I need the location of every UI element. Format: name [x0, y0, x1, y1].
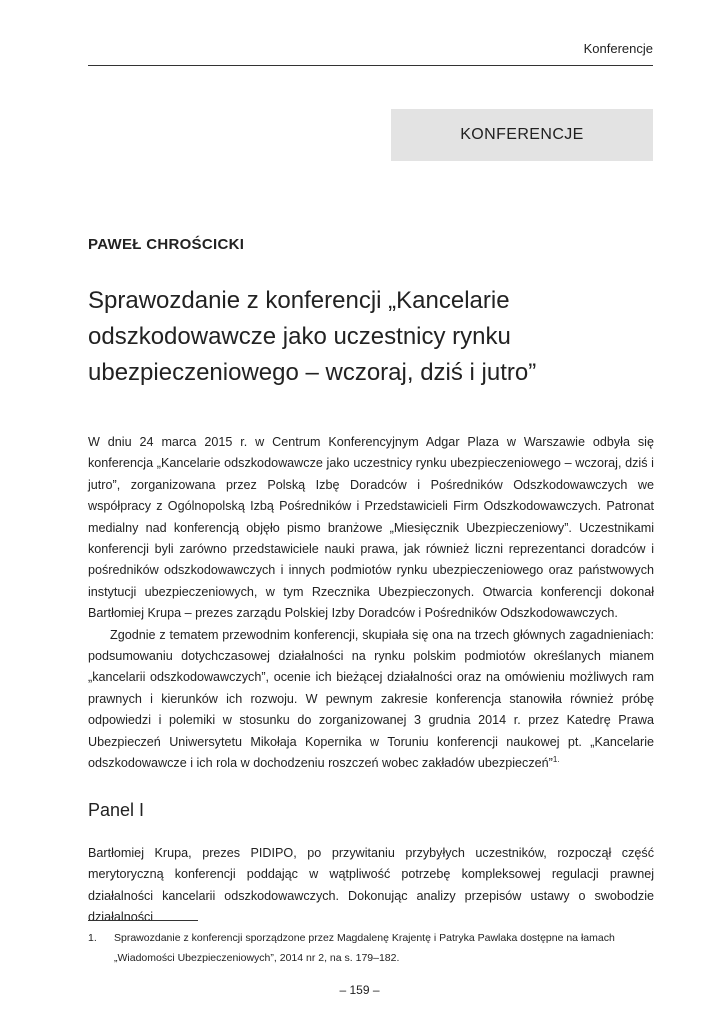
footnote-text: Sprawozdanie z konferencji sporządzone przez Magdalenę Krajentę i Patryka Pawlaka dostępne na łamach „Wiadomości Ubezpieczeniowych”, 2014 nr 2, na s. 179–182.	[114, 932, 615, 964]
body-paragraph: W dniu 24 marca 2015 r. w Centrum Konferencyjnym Adgar Plaza w Warszawie odbyła się konferencja „Kancelarie odszkodowawcze jako uczestnicy rynku ubezpieczeniowego – wczoraj, dziś i jutro”, zorganizowana przez Polską Izbę Doradców i Pośredników Odszkodowawczych we współpracy z Ogólnopolską Izbą Pośredników i Przedstawicieli Firm Odszkodowawczych. Patronat medialny nad konferencją objęło pismo branżowe „Miesięcznik Ubezpieczeniowy”. Uczestnikami konferencji byli zarówno przedstawiciele nauki prawa, jak również liczni reprezentanci doradców i pośredników odszkodowawczych i innych podmiotów rynku ubezpieczeniowego oraz państwowych instytucji ubezpieczeniowych, w tym Rzecznika Ubezpieczonych. Otwarcia konferencji dokonał Bartłomiej Krupa – prezes zarządu Polskiej Izby Doradców i Pośredników Odszkodowawczych.	[88, 435, 654, 621]
body-paragraph	[88, 625, 654, 775]
footnote	[88, 928, 654, 968]
footnote-marker[interactable]: 1.	[552, 754, 560, 764]
section-heading-panel-1: Panel I	[88, 800, 145, 820]
footnote-rule	[88, 920, 198, 921]
body-paragraph-text: Zgodnie z tematem przewodnim konferencji, skupiała się ona na trzech głównych zagadnieniach: podsumowaniu dotychczasowej działalności na rynku polskim podmiotów określanych mianem „kancelarii odszkodowawczych”, ocenie ich bieżącej działalności oraz na omówieniu możliwych ram prawnych i kierunków ich rozwoju. W pewnym zakresie konferencja stanowiła również próbę odpowiedzi i polemiki w stosunku do zorganizowanej 3 grudnia 2014 r. przez Katedrę Prawa Ubezpieczeń Uniwersytetu Mikołaja Kopernika w Toruniu konferencji naukowej pt. „Kancelarie odszkodowawcze i ich rola w dochodzeniu roszczeń wobec zakładów ubezpieczeń”	[88, 627, 654, 771]
page-number: – 159 –	[339, 983, 380, 997]
panel-body	[88, 843, 654, 929]
body-paragraph: Bartłomiej Krupa, prezes PIDIPO, po przywitaniu przybyłych uczestników, rozpoczął część merytoryczną konferencji poddając w wątpliwość potrzebę kompleksowej regulacji prawnej działalności kancelarii odszkodowawczych. Dokonując analizy przepisów ustawy o swobodzie działalności	[88, 846, 654, 925]
article-body	[88, 432, 654, 775]
article-title: Sprawozdanie z konferencji „Kancelarie odszkodowawcze jako uczestnicy rynku ubezpieczeniowego – wczoraj, dziś i jutro”	[88, 287, 537, 386]
footnote-number: 1.	[88, 932, 97, 944]
section-label: KONFERENCJE	[391, 109, 653, 161]
header-rule	[88, 65, 653, 66]
running-header: Konferencje	[583, 41, 653, 56]
author-name: PAWEŁ CHROŚCICKI	[88, 236, 245, 253]
